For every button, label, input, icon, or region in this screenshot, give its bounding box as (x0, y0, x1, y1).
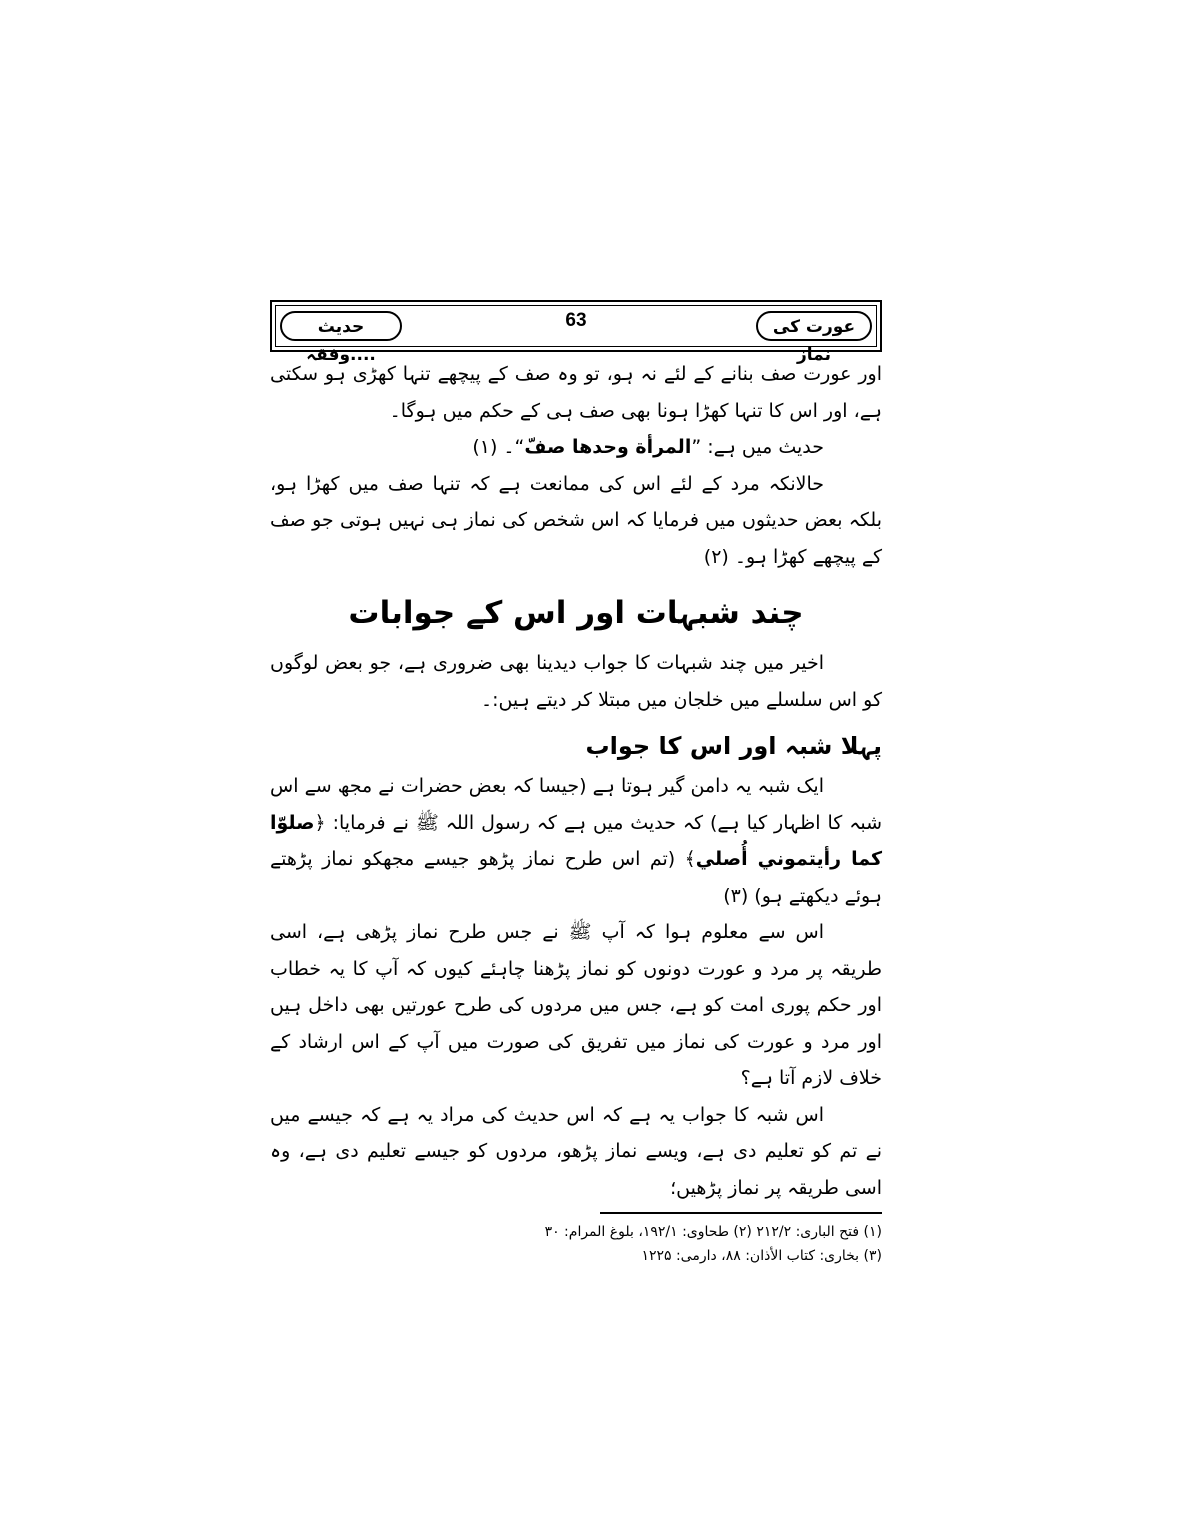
paragraph-5-translation: ﴾ (تم اس طرح نماز پڑھو جیسے مجھکو نماز پڑھتے ہوئے دیکھتے ہو) (۳) (270, 848, 882, 907)
book-title-badge: عورت کی نماز (756, 311, 872, 341)
footnote-line-2: (۳) بخاری: کتاب الأذان: ۸۸، دارمی: ۱۲۲۵ (641, 1248, 882, 1264)
paragraph-5 (270, 768, 882, 914)
section-heading: چند شبہات اور اس کے جوابات (348, 595, 804, 631)
paragraph-6: اس سے معلوم ہوا کہ آپ ﷺ نے جس طرح نماز پڑھی ہے، اسی طریقہ پر مرد و عورت دونوں کو نماز پڑھنا چاہئے کیوں کہ آپ کا یہ خطاب اور حکم پوری امت کو ہے، جس میں مردوں کی طرح عورتیں بھی داخل ہیں اور مرد و عورت کی نماز میں تفریق کی صورت میں آپ کے اس ارشاد کے خلاف لازم آتا ہے؟ (270, 921, 882, 1089)
section-title-badge: حدیث وفقہ.... (280, 311, 402, 341)
paragraph-7: اس شبہ کا جواب یہ ہے کہ اس حدیث کی مراد یہ ہے کہ جیسے میں نے تم کو تعلیم دی ہے، ویسے نماز پڑھو، مردوں کو جیسے تعلیم دی ہے، وہ اسی طریقہ پر نماز پڑھیں؛ (270, 1103, 882, 1199)
hadith-intro: حدیث میں ہے: ” (691, 436, 824, 458)
hadith-end: “۔ (۱) (472, 436, 525, 458)
footnotes (270, 1220, 882, 1268)
hadith-arabic-quote: صلوّا كما رأيتموني أُصلي (270, 811, 882, 870)
hadith-arabic-text: المرأة وحدها صفّ (524, 436, 692, 458)
book-page (270, 300, 882, 1268)
running-header (270, 300, 882, 365)
footnote-line-1: (۱) فتح الباری: ۲۱۲/۲ (۲) طحاوی: ۱۹۲/۱، بلوغ المرام: ۳۰ (544, 1224, 882, 1240)
paragraph-2 (270, 429, 882, 466)
paragraph-4: اخیر میں چند شبہات کا جواب دیدینا بھی ضروری ہے، جو بعض لوگوں کو اس سلسلے میں خلجان میں مبتلا کر دیتے ہیں:۔ (270, 652, 882, 711)
paragraph-5-text: ایک شبہ یہ دامن گیر ہوتا ہے (جیسا کہ بعض حضرات نے مجھ سے اس شبہ کا اظہار کیا ہے) کہ حدیث میں ہے کہ رسول اللہ ﷺ نے فرمایا: ﴿ (270, 775, 882, 834)
footnote-divider (600, 1212, 882, 1214)
page-body (270, 356, 882, 1206)
subsection-heading: پہلا شبہ اور اس کا جواب (585, 732, 882, 760)
paragraph-1: اور عورت صف بنانے کے لئے نہ ہو، تو وہ صف کے پیچھے تنہا کھڑی ہو سکتی ہے، اور اس کا تنہا کھڑا ہونا بھی صف ہی کے حکم میں ہوگا۔ (270, 363, 882, 422)
page-number: 63 (565, 310, 587, 331)
paragraph-3: حالانکہ مرد کے لئے اس کی ممانعت ہے کہ تنہا صف میں کھڑا ہو، بلکہ بعض حدیثوں میں فرمایا کہ اس شخص کی نماز ہی نہیں ہوتی جو صف کے پیچھے کھڑا ہو۔ (۲) (270, 472, 882, 568)
